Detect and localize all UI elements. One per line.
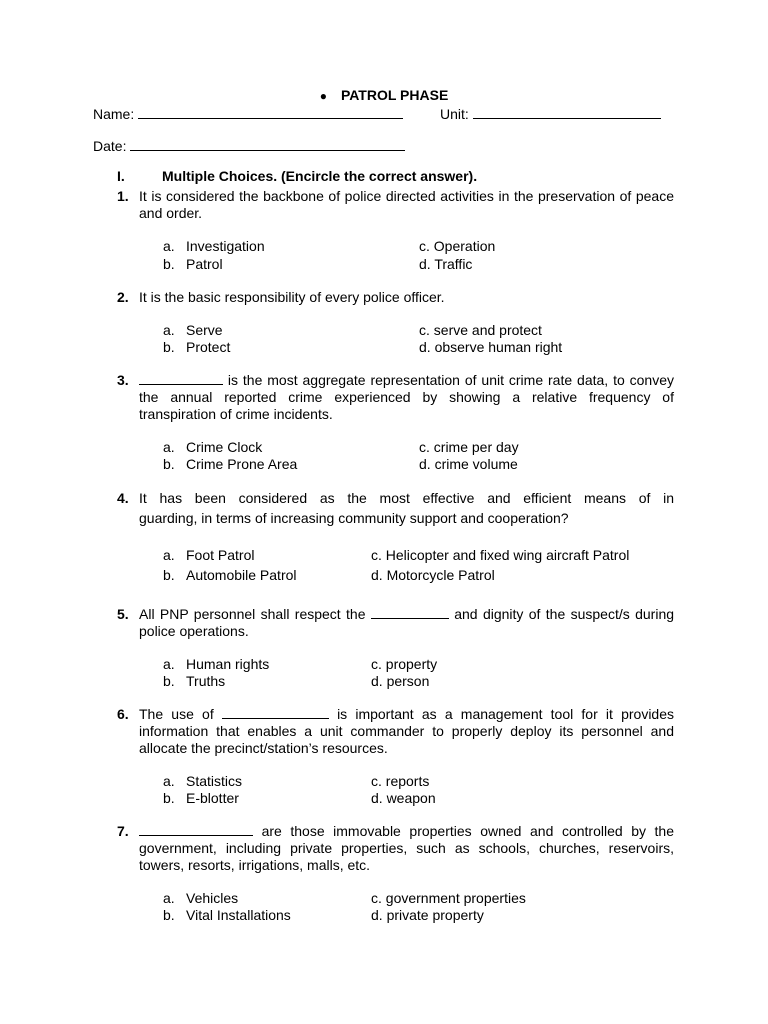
question-text-line2: guarding, in terms of increasing community support and cooperation? (139, 510, 569, 526)
option-b: b. Automobile Patrol (163, 567, 297, 583)
answer-blank (139, 823, 253, 836)
section-heading (117, 168, 477, 185)
option-c: c. government properties (371, 890, 526, 906)
date-label: Date: (93, 138, 127, 154)
title-text: PATROL PHASE (340, 87, 449, 103)
option-d: d. private property (371, 907, 484, 923)
option-c: c. crime per day (419, 439, 519, 455)
option-b: b. Truths (163, 673, 226, 689)
option-a: a. Serve (163, 322, 223, 338)
section-number: I. (117, 168, 125, 184)
name-label: Name: (93, 106, 135, 122)
option-a: a. Statistics (163, 773, 243, 789)
date-field (93, 138, 405, 155)
option-c: c. property (371, 656, 438, 672)
option-a: a. Human rights (163, 656, 270, 672)
question-text: are those immovable properties owned and controlled by the government, including private properties, such as schools, churches, reservoirs, towers, resorts, irrigations, malls, etc. (139, 823, 675, 873)
question-text: The use of is important as a management tool for it provides information that enables a unit commander to properly deploy its personnel and allocate the precinct/station’s resources. (139, 706, 675, 756)
date-blank (130, 138, 405, 151)
option-d: d. weapon (371, 790, 436, 806)
answer-blank (139, 372, 223, 385)
answer-blank (371, 606, 449, 619)
option-a: a. Vehicles (163, 890, 239, 906)
unit-blank (473, 106, 661, 119)
question-number: 3. (117, 372, 129, 388)
option-d: d. observe human right (419, 339, 563, 355)
option-a: a. Investigation (163, 238, 265, 254)
option-c: c. Operation (419, 238, 496, 254)
name-field (93, 106, 403, 123)
option-a: a. Foot Patrol (163, 547, 255, 563)
option-d: d. Motorcycle Patrol (371, 567, 495, 583)
option-c: c. reports (371, 773, 430, 789)
option-b: b. Vital Installations (163, 907, 291, 923)
question-text: is the most aggregate representation of unit crime rate data, to convey the annual reported crime experienced by showing a relative frequency of transpiration of crime incidents. (139, 372, 674, 422)
unit-field (440, 106, 661, 123)
question-text: It is the basic responsibility of every police officer. (139, 289, 445, 305)
option-b: b. Protect (163, 339, 231, 355)
question-text: It is considered the backbone of police directed activities in the preservation of peace and order. (139, 188, 674, 221)
name-blank (138, 106, 403, 119)
option-d: d. Traffic (419, 256, 473, 272)
unit-label: Unit: (440, 106, 469, 122)
question-number: 2. (117, 289, 129, 305)
question-number: 5. (117, 606, 129, 622)
option-d: d. person (371, 673, 430, 689)
option-b: b. E-blotter (163, 790, 239, 806)
section-title: Multiple Choices. (Encircle the correct answer). (162, 168, 478, 184)
option-b: b. Patrol (163, 256, 223, 272)
option-c: c. Helicopter and fixed wing aircraft Patrol (371, 547, 630, 563)
question-text-line1: It has been considered as the most effective and efficient means of in (139, 490, 674, 506)
answer-blank (222, 706, 329, 719)
bullet-icon: ● (319, 89, 327, 103)
page-title (0, 87, 768, 105)
option-b: b. Crime Prone Area (163, 456, 298, 472)
option-c: c. serve and protect (419, 322, 542, 338)
question-number: 4. (117, 490, 129, 506)
question-number: 1. (117, 188, 129, 204)
question-number: 6. (117, 706, 129, 722)
option-a: a. Crime Clock (163, 439, 263, 455)
option-d: d. crime volume (419, 456, 518, 472)
question-text: All PNP personnel shall respect the and dignity of the suspect/s during police operations. (139, 606, 675, 639)
question-number: 7. (117, 823, 129, 839)
